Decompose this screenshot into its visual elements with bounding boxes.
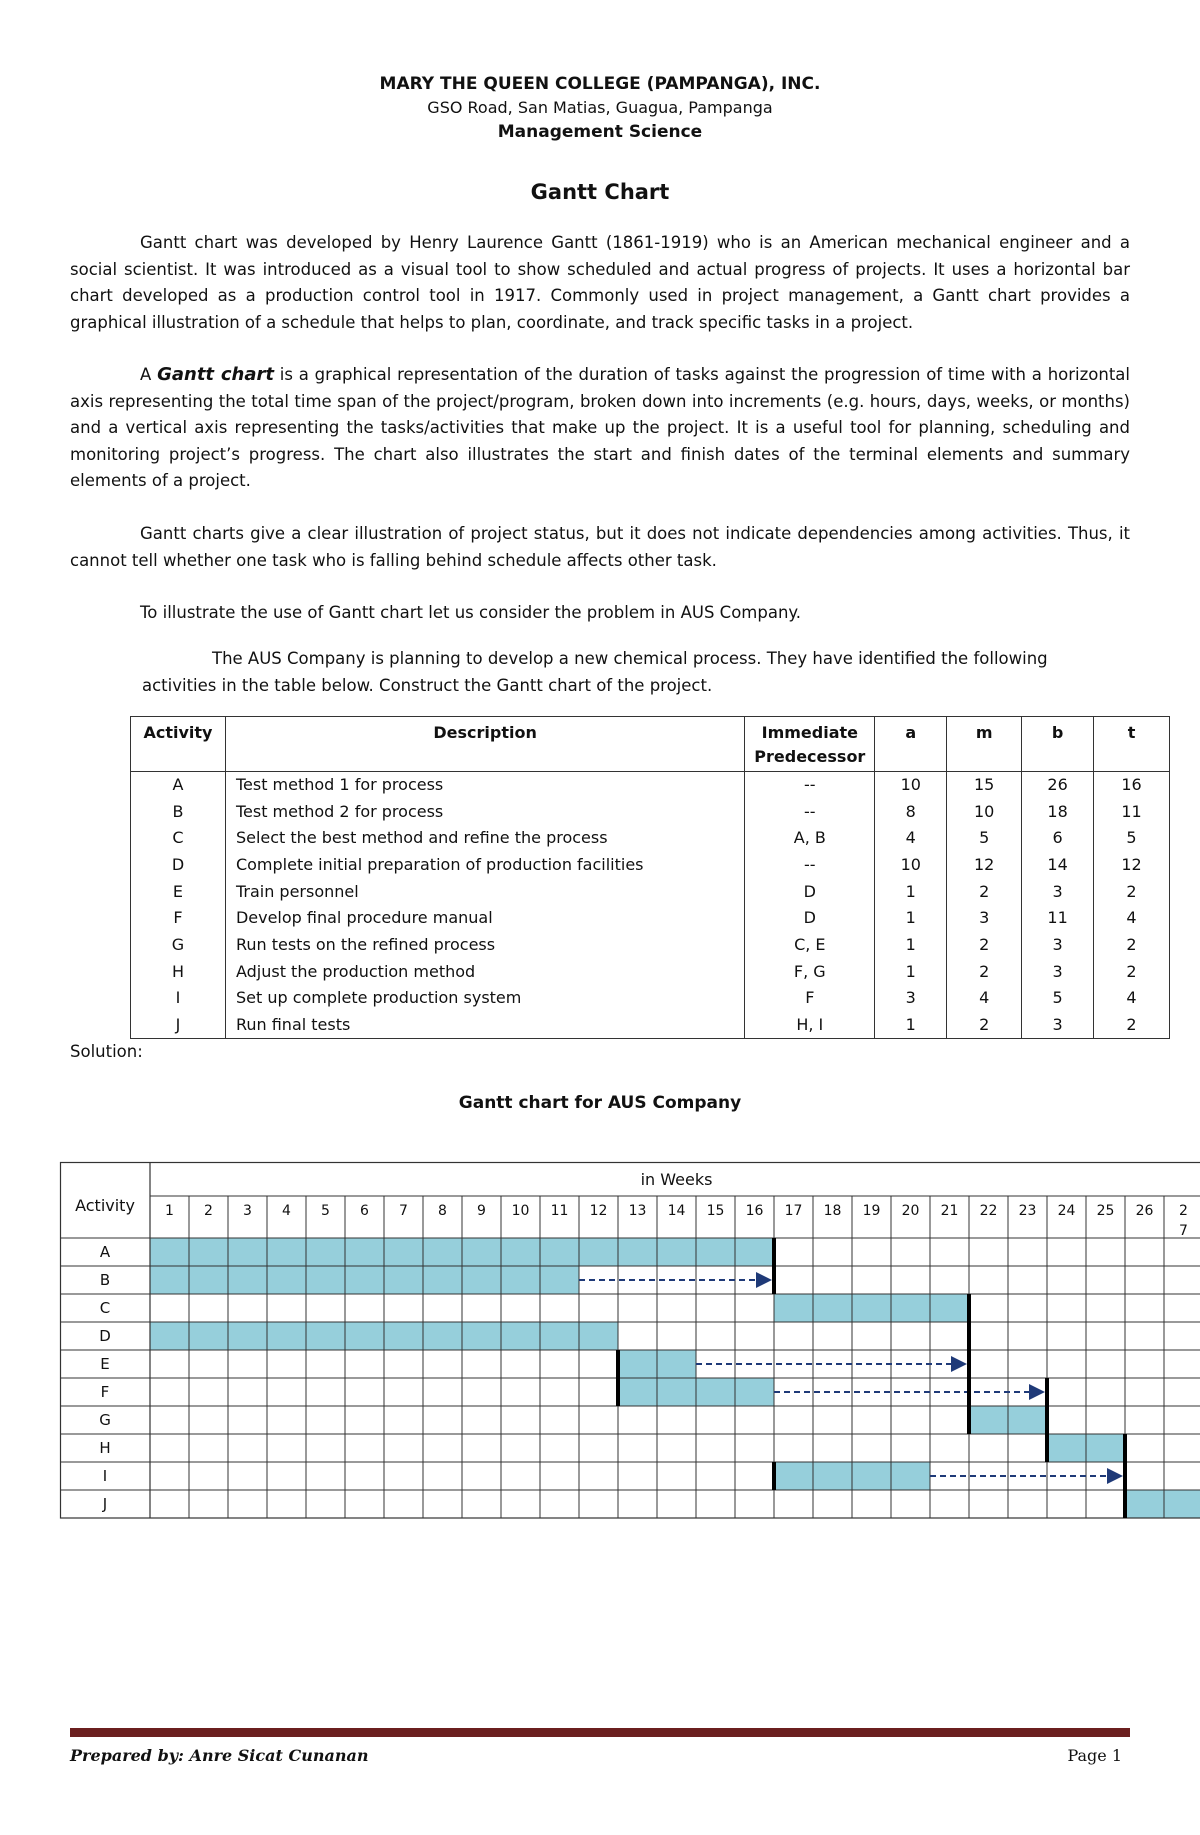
gantt-week-label: 14 bbox=[667, 1203, 686, 1219]
cell-m: 2 bbox=[947, 878, 1022, 905]
cell-description: Select the best method and refine the process bbox=[225, 825, 744, 852]
table-row bbox=[131, 772, 1170, 799]
definition-paragraph bbox=[70, 362, 1130, 495]
cell-activity: A bbox=[131, 772, 226, 799]
cell-predecessor: -- bbox=[745, 798, 875, 825]
cell-m: 5 bbox=[947, 825, 1022, 852]
cell-a: 4 bbox=[875, 825, 947, 852]
table-row bbox=[131, 852, 1170, 879]
gantt-week-label: 8 bbox=[438, 1203, 447, 1219]
gantt-week-label: 2 bbox=[204, 1203, 213, 1219]
cell-predecessor: C, E bbox=[745, 932, 875, 959]
activity-table-header bbox=[131, 717, 1170, 772]
footer-prepared-by: Prepared by: Anre Sicat Cunanan bbox=[70, 1746, 369, 1765]
cell-a: 1 bbox=[875, 1012, 947, 1039]
cell-activity: B bbox=[131, 798, 226, 825]
cell-description: Train personnel bbox=[225, 878, 744, 905]
gantt-activity-label: J bbox=[102, 1495, 108, 1513]
gantt-week-label: 17 bbox=[784, 1203, 803, 1219]
cell-m: 2 bbox=[947, 932, 1022, 959]
limitation-paragraph: Gantt charts give a clear illustration of project status, but it does not indicate dependencies among activities. Thus, it cannot tell whether one task who is falling behind schedule affects other task. bbox=[70, 524, 1130, 570]
illustration-paragraph: To illustrate the use of Gantt chart let us consider the problem in AUS Company. bbox=[140, 603, 802, 622]
cell-predecessor: D bbox=[745, 905, 875, 932]
cell-predecessor: H, I bbox=[745, 1012, 875, 1039]
cell-activity: E bbox=[131, 878, 226, 905]
header-m: m bbox=[947, 717, 1022, 772]
cell-activity: G bbox=[131, 932, 226, 959]
gantt-chart bbox=[60, 1162, 1188, 1527]
cell-activity: F bbox=[131, 905, 226, 932]
header-description: Description bbox=[225, 717, 744, 772]
gantt-week-label: 21 bbox=[940, 1203, 959, 1219]
gantt-week-label: 7 bbox=[399, 1203, 408, 1219]
cell-description: Run tests on the refined process bbox=[225, 932, 744, 959]
gantt-week-label: 7 bbox=[1179, 1223, 1188, 1239]
gantt-activity-label: A bbox=[99, 1243, 111, 1261]
header-predecessor: Immediate Predecessor bbox=[745, 717, 875, 772]
cell-b: 3 bbox=[1022, 878, 1094, 905]
gantt-week-label: 11 bbox=[550, 1203, 569, 1219]
gantt-week-label: 6 bbox=[360, 1203, 369, 1219]
problem-paragraph: The AUS Company is planning to develop a new chemical process. They have identified the following activities in the table below. Construct the Gantt chart of the project. bbox=[142, 649, 1048, 695]
cell-b: 18 bbox=[1022, 798, 1094, 825]
gantt-week-label: 9 bbox=[477, 1203, 486, 1219]
cell-a: 10 bbox=[875, 772, 947, 799]
cell-m: 15 bbox=[947, 772, 1022, 799]
solution-label: Solution: bbox=[70, 1042, 143, 1061]
cell-description: Adjust the production method bbox=[225, 958, 744, 985]
cell-a: 10 bbox=[875, 852, 947, 879]
gantt-week-label: 3 bbox=[243, 1203, 252, 1219]
gantt-activity-label: B bbox=[99, 1271, 111, 1289]
cell-b: 3 bbox=[1022, 1012, 1094, 1039]
gantt-bar-b bbox=[150, 1266, 579, 1294]
cell-t: 2 bbox=[1094, 1012, 1170, 1039]
cell-a: 1 bbox=[875, 958, 947, 985]
cell-activity: H bbox=[131, 958, 226, 985]
table-row bbox=[131, 878, 1170, 905]
gantt-week-label: 5 bbox=[321, 1203, 330, 1219]
gantt-activity-label: I bbox=[102, 1467, 108, 1485]
gantt-week-label: 18 bbox=[823, 1203, 842, 1219]
gantt-week-label: 23 bbox=[1018, 1203, 1037, 1219]
document-header bbox=[0, 72, 1200, 144]
header-b: b bbox=[1022, 717, 1094, 772]
cell-activity: D bbox=[131, 852, 226, 879]
gantt-row-header: Activity bbox=[75, 1196, 135, 1215]
footer-page-number: Page 1 bbox=[1067, 1746, 1122, 1765]
header-a: a bbox=[875, 717, 947, 772]
gantt-activity-label: F bbox=[100, 1383, 110, 1401]
cell-b: 11 bbox=[1022, 905, 1094, 932]
school-address: GSO Road, San Matias, Guagua, Pampanga bbox=[427, 98, 773, 117]
cell-a: 1 bbox=[875, 905, 947, 932]
cell-t: 2 bbox=[1094, 878, 1170, 905]
cell-predecessor: -- bbox=[745, 772, 875, 799]
gantt-week-label: 1 bbox=[165, 1203, 174, 1219]
header-activity: Activity bbox=[131, 717, 226, 772]
cell-m: 2 bbox=[947, 1012, 1022, 1039]
table-row bbox=[131, 798, 1170, 825]
gantt-week-label: 4 bbox=[282, 1203, 291, 1219]
table-row bbox=[131, 905, 1170, 932]
cell-m: 3 bbox=[947, 905, 1022, 932]
table-row bbox=[131, 825, 1170, 852]
cell-m: 10 bbox=[947, 798, 1022, 825]
gantt-week-label: 24 bbox=[1057, 1203, 1076, 1219]
gantt-week-label: 12 bbox=[589, 1203, 608, 1219]
cell-b: 26 bbox=[1022, 772, 1094, 799]
gantt-week-label: 2 bbox=[1179, 1203, 1188, 1219]
gantt-activity-label: D bbox=[99, 1327, 111, 1345]
activity-table bbox=[130, 716, 1170, 1039]
cell-description: Set up complete production system bbox=[225, 985, 744, 1012]
cell-t: 2 bbox=[1094, 958, 1170, 985]
gantt-bar-j bbox=[1125, 1490, 1200, 1518]
cell-a: 1 bbox=[875, 878, 947, 905]
cell-a: 1 bbox=[875, 932, 947, 959]
intro-paragraph: Gantt chart was developed by Henry Laurence Gantt (1861-1919) who is an American mechanical engineer and a social scientist. It was introduced as a visual tool to show scheduled and actual progress of projects. It uses a horizontal bar chart developed as a production control tool in 1917. Commonly used in project management, a Gantt chart provides a graphical illustration of a schedule that helps to plan, coordinate, and track specific tasks in a project. bbox=[70, 233, 1130, 332]
cell-b: 6 bbox=[1022, 825, 1094, 852]
cell-a: 3 bbox=[875, 985, 947, 1012]
cell-predecessor: F bbox=[745, 985, 875, 1012]
table-row bbox=[131, 1012, 1170, 1039]
cell-description: Run final tests bbox=[225, 1012, 744, 1039]
cell-t: 5 bbox=[1094, 825, 1170, 852]
cell-b: 5 bbox=[1022, 985, 1094, 1012]
table-row bbox=[131, 958, 1170, 985]
cell-description: Test method 1 for process bbox=[225, 772, 744, 799]
gantt-week-label: 13 bbox=[628, 1203, 647, 1219]
cell-description: Test method 2 for process bbox=[225, 798, 744, 825]
gantt-svg bbox=[60, 1162, 1188, 1527]
gantt-time-header: in Weeks bbox=[640, 1170, 713, 1189]
cell-predecessor: D bbox=[745, 878, 875, 905]
gantt-week-label: 20 bbox=[901, 1203, 920, 1219]
school-name: MARY THE QUEEN COLLEGE (PAMPANGA), INC. bbox=[379, 74, 821, 94]
definition-body: is a graphical representation of the duration of tasks against the progression of time with a horizontal axis representing the total time span of the project/program, broken down into increments (e.g. hours, days, weeks, or months) and a vertical axis representing the tasks/activities that make up the project. It is a useful tool for planning, scheduling and monitoring project’s progress. The chart also illustrates the start and finish dates of the terminal elements and summary elements of a project. bbox=[70, 365, 1131, 490]
gantt-activity-label: H bbox=[99, 1439, 111, 1457]
gantt-week-label: 10 bbox=[511, 1203, 530, 1219]
table-row bbox=[131, 985, 1170, 1012]
gantt-bar-c bbox=[774, 1294, 969, 1322]
gantt-activity-label: E bbox=[100, 1355, 110, 1373]
cell-description: Develop final procedure manual bbox=[225, 905, 744, 932]
cell-t: 11 bbox=[1094, 798, 1170, 825]
cell-description: Complete initial preparation of production facilities bbox=[225, 852, 744, 879]
definition-term: Gantt chart bbox=[157, 364, 274, 385]
footer-divider bbox=[70, 1728, 1130, 1737]
cell-m: 12 bbox=[947, 852, 1022, 879]
cell-predecessor: A, B bbox=[745, 825, 875, 852]
cell-a: 8 bbox=[875, 798, 947, 825]
cell-predecessor: -- bbox=[745, 852, 875, 879]
cell-activity: I bbox=[131, 985, 226, 1012]
cell-b: 3 bbox=[1022, 958, 1094, 985]
cell-b: 14 bbox=[1022, 852, 1094, 879]
gantt-title: Gantt chart for AUS Company bbox=[458, 1093, 742, 1113]
definition-lead: A bbox=[140, 365, 158, 384]
subject-name: Management Science bbox=[497, 122, 703, 142]
cell-m: 4 bbox=[947, 985, 1022, 1012]
gantt-week-label: 26 bbox=[1135, 1203, 1154, 1219]
cell-b: 3 bbox=[1022, 932, 1094, 959]
cell-t: 4 bbox=[1094, 905, 1170, 932]
page-title: Gantt Chart bbox=[530, 180, 670, 204]
cell-predecessor: F, G bbox=[745, 958, 875, 985]
gantt-activity-label: G bbox=[99, 1411, 111, 1429]
cell-t: 4 bbox=[1094, 985, 1170, 1012]
cell-t: 2 bbox=[1094, 932, 1170, 959]
cell-activity: C bbox=[131, 825, 226, 852]
cell-t: 16 bbox=[1094, 772, 1170, 799]
gantt-week-label: 15 bbox=[706, 1203, 725, 1219]
gantt-week-label: 22 bbox=[979, 1203, 998, 1219]
gantt-week-label: 25 bbox=[1096, 1203, 1115, 1219]
cell-m: 2 bbox=[947, 958, 1022, 985]
gantt-week-label: 16 bbox=[745, 1203, 764, 1219]
cell-activity: J bbox=[131, 1012, 226, 1039]
cell-t: 12 bbox=[1094, 852, 1170, 879]
header-t: t bbox=[1094, 717, 1170, 772]
gantt-week-label: 19 bbox=[862, 1203, 881, 1219]
table-row bbox=[131, 932, 1170, 959]
gantt-activity-label: C bbox=[99, 1299, 111, 1317]
